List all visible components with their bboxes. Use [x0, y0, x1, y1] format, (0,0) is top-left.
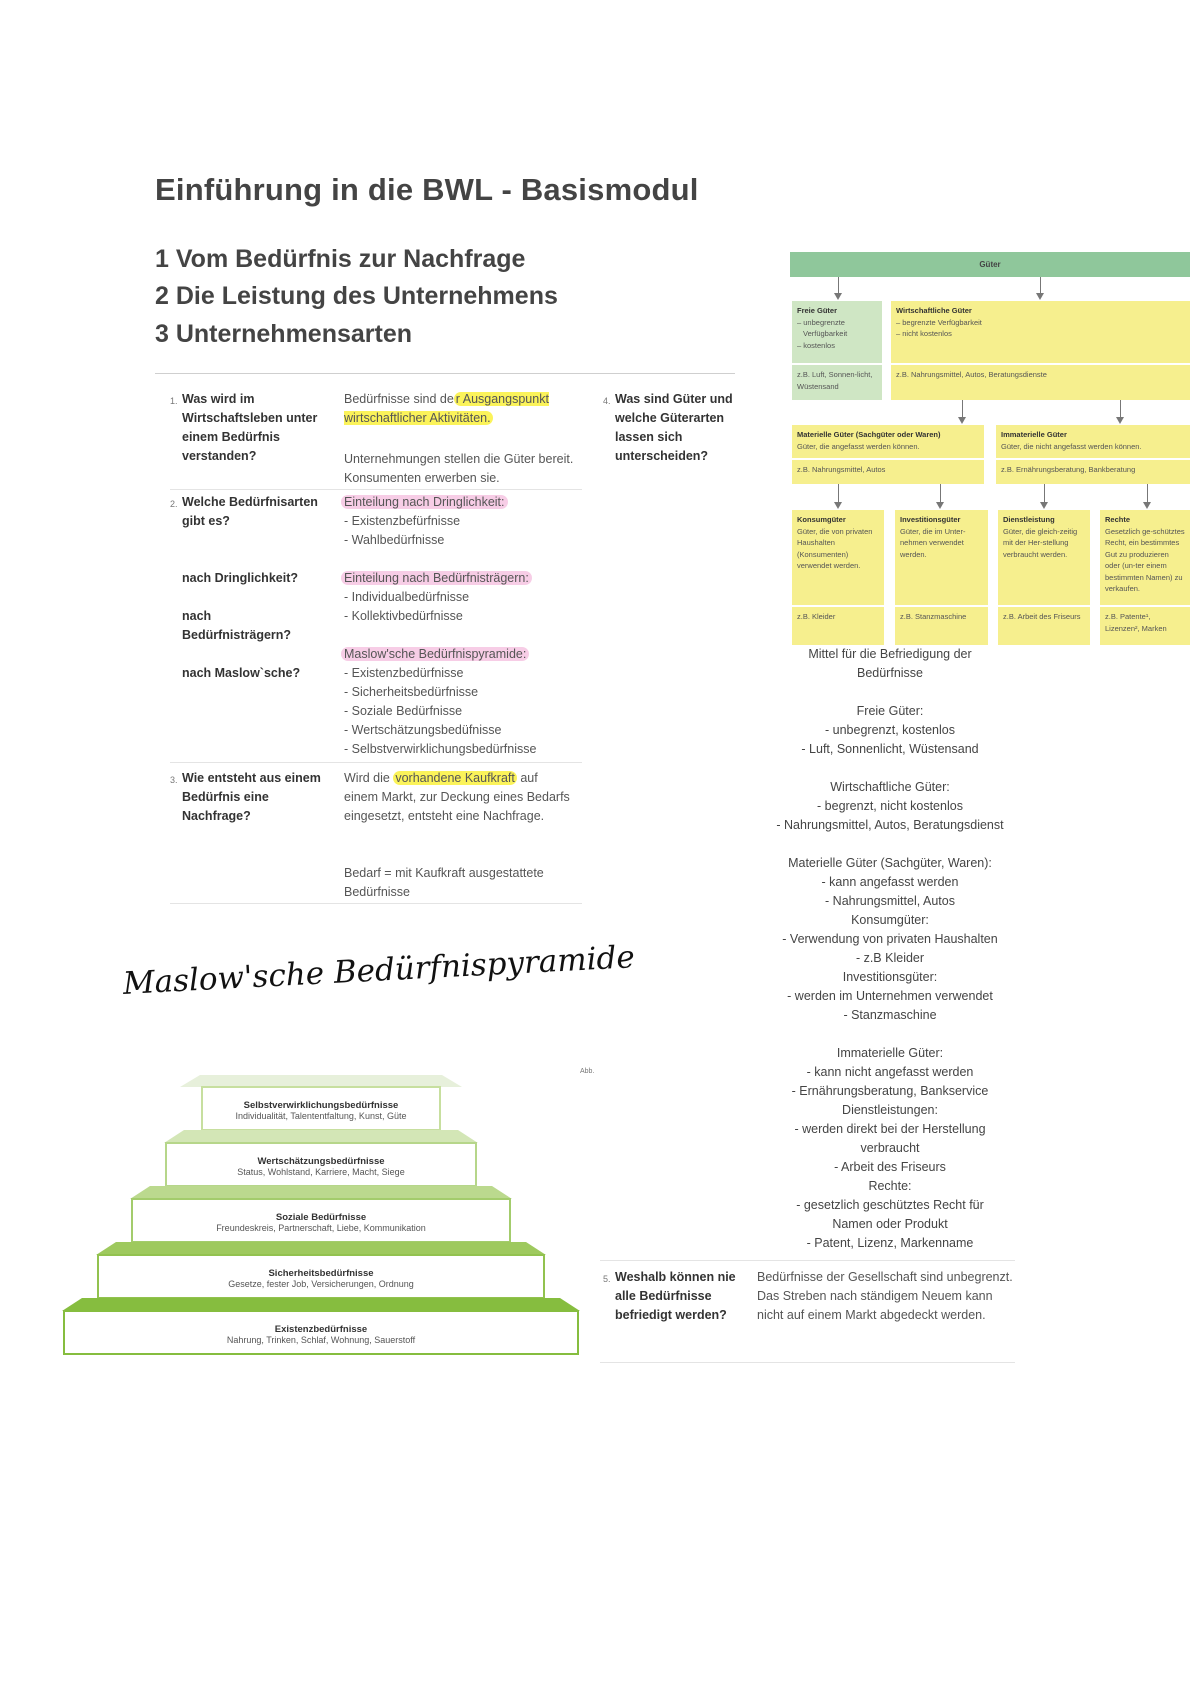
q1-answer [344, 390, 584, 428]
arrow-icon [962, 400, 963, 422]
q5-answer: Bedürfnisse der Gesellschaft sind unbegrenzt. Das Streben nach ständigem Neuem kann nicht auf einem Markt abgedeckt werden. [757, 1270, 1013, 1322]
page-title: Einführung in die BWL - Basismodul [155, 172, 699, 207]
box-line: – nicht kostenlos [896, 329, 952, 338]
q3-question: Wie entsteht aus einem Bedürfnis eine Nachfrage? [182, 771, 321, 823]
chapter-3: 3 Unternehmensarten [155, 320, 413, 348]
pyramid-level-name: Sicherheitsbedürfnisse [268, 1268, 374, 1279]
note-line: Freie Güter: [856, 704, 924, 718]
box-materielle-gueter [792, 425, 984, 458]
note-line: - Nahrungsmittel, Autos, Beratungsdienst [776, 818, 1004, 832]
q3-answer-pre: Wird die [344, 771, 394, 785]
pyramid-level-name: Existenzbedürfnisse [274, 1324, 368, 1335]
box-title: Rechte [1105, 515, 1131, 524]
row-divider [600, 1260, 1015, 1261]
q2-group-1 [341, 493, 508, 550]
q3-answer-post: auf einem Markt, zur Deckung eines Bedarfs eingesetzt, entsteht eine Nachfrage. [344, 771, 570, 823]
box-materielle-example: z.B. Nahrungsmittel, Autos [792, 460, 984, 484]
q2-question: Welche Bedürfnisarten gibt es? [182, 495, 318, 528]
note-line: Mittel für die Befriedigung der [808, 647, 972, 661]
box-freie-gueter-example: z.B. Luft, Sonnen-licht, Wüstensand [792, 365, 882, 400]
q3-answer [344, 769, 574, 826]
q1-number: 1. [170, 396, 178, 406]
q5-question: Weshalb können nie alle Bedürfnisse befriedigt werden? [615, 1270, 736, 1322]
arrow-icon [838, 484, 839, 507]
note-line: - Luft, Sonnenlicht, Wüstensand [801, 742, 979, 756]
pyramid-level-name: Selbstverwirklichungsbedürfnisse [243, 1100, 399, 1111]
box-dienstleistung-example: z.B. Arbeit des Friseurs [998, 607, 1090, 645]
note-spacer [740, 1025, 1040, 1044]
arrow-icon [1044, 484, 1045, 507]
q2-sub-maslow: nach Maslow`sche? [182, 666, 301, 680]
box-title: Immaterielle Güter [1001, 430, 1067, 439]
note-line: - werden direkt bei der Herstellung [794, 1122, 986, 1136]
box-line: – kostenlos [797, 340, 835, 350]
q2-g1-head: Einteilung nach Dringlichkeit: [341, 495, 508, 509]
box-line: Güter, die gleich-zeitig mit der Her-stellung verbraucht werden. [1003, 526, 1078, 559]
note-line: Materielle Güter (Sachgüter, Waren): [788, 856, 992, 870]
chapter-1: 1 Vom Bedürfnis zur Nachfrage [155, 245, 526, 273]
box-rechte [1100, 510, 1190, 605]
q2-sub-dringlichkeit: nach Dringlichkeit? [182, 571, 298, 585]
chapter-2: 2 Die Leistung des Unternehmens [155, 282, 558, 310]
box-konsumgueter-example: z.B. Kleider [792, 607, 884, 645]
pyramid-text-3 [132, 1212, 510, 1233]
note-line: - begrenzt, nicht kostenlos [817, 799, 963, 813]
note-line: Dienstleistungen: [842, 1103, 938, 1117]
pyramid-level-desc: Freundeskreis, Partnerschaft, Liebe, Kommunikation [216, 1223, 426, 1233]
pyramid-level-desc: Nahrung, Trinken, Schlaf, Wohnung, Sauerstoff [226, 1335, 416, 1345]
q3-answer-highlight: vorhandene Kaufkraft [395, 771, 515, 785]
note-line: - Patent, Lizenz, Markenname [806, 1236, 974, 1250]
note-spacer [740, 835, 1040, 854]
note-line: - gesetzlich geschütztes Recht für [796, 1198, 984, 1212]
box-rechte-example: z.B. Patente¹, Lizenzen², Marken [1100, 607, 1190, 645]
q2-g3-item: - Sicherheitsbedürfnisse [344, 685, 479, 699]
arrow-icon [838, 277, 839, 298]
note-line: - Ernährungsberatung, Bankservice [791, 1084, 989, 1098]
note-line: - kann nicht angefasst werden [806, 1065, 974, 1079]
box-line: – begrenzte Verfügbarkeit [896, 317, 982, 327]
box-immaterielle-example: z.B. Ernährungsberatung, Bankberatung [996, 460, 1190, 484]
note-line: Investitionsgüter: [842, 970, 938, 984]
q1-answer-pre: Bedürfnisse sind de [344, 392, 454, 406]
q2-g2-head: Einteilung nach Bedürfnisträgern: [341, 571, 532, 585]
pyramid-level-desc: Individualität, Talententfaltung, Kunst, Güte [235, 1111, 407, 1121]
diagram-root: Güter [790, 252, 1190, 277]
box-line: Güter, die von privaten Haushalten (Konsumenten) verwendet werden. [797, 526, 873, 570]
box-title: Freie Güter [797, 306, 838, 315]
pyramid-text-5 [64, 1324, 578, 1345]
pyramid-level-name: Soziale Bedürfnisse [275, 1212, 367, 1223]
note-line: - Stanzmaschine [843, 1008, 937, 1022]
pyramid-level-desc: Gesetze, fester Job, Versicherungen, Ordnung [228, 1279, 414, 1289]
handwritten-heading: Maslow'sche Bedürfnispyramide [122, 939, 636, 1002]
arrow-icon [1120, 400, 1121, 422]
pyramid-text-2 [166, 1156, 476, 1177]
note-line: Konsumgüter: [851, 913, 929, 927]
note-line: - Verwendung von privaten Haushalten [782, 932, 998, 946]
box-title: Wirtschaftliche Güter [896, 306, 972, 315]
row-divider [170, 489, 582, 490]
note-line: - Nahrungsmittel, Autos [825, 894, 955, 908]
box-line: – unbegrenzte [797, 317, 845, 327]
arrow-icon [1040, 277, 1041, 298]
box-title: Investitionsgüter [900, 515, 961, 524]
arrow-icon [1147, 484, 1148, 507]
note-line: Immaterielle Güter: [836, 1046, 944, 1060]
q1-answer-highlight: r Ausgangspunkt wirtschaftlicher Aktivitäten. [344, 392, 549, 425]
box-freie-gueter [792, 301, 882, 363]
q2-g2-item: - Kollektivbedürfnisse [344, 609, 463, 623]
box-konsumgueter [792, 510, 884, 605]
q2-g3-item: - Wertschätzungsbedüfnisse [344, 723, 502, 737]
q1-answer-2: Unternehmungen stellen die Güter bereit. Konsumenten erwerben sie. [344, 452, 574, 485]
box-title: Materielle Güter (Sachgüter oder Waren) [797, 430, 941, 439]
figure-label: Abb. [580, 1068, 595, 1075]
note-line: - Arbeit des Friseurs [834, 1160, 946, 1174]
note-spacer [740, 759, 1040, 778]
q4-question: Was sind Güter und welche Güterarten lassen sich unterscheiden? [615, 392, 733, 463]
note-spacer [740, 683, 1040, 702]
box-line: Verfügbarkeit [803, 329, 848, 338]
q2-g2-item: - Individualbedürfnisse [344, 590, 470, 604]
box-dienstleistung [998, 510, 1090, 605]
box-wirtschaftliche-gueter [891, 301, 1190, 363]
q1-question: Was wird im Wirtschaftsleben unter einem Bedürfnis verstanden? [182, 392, 318, 463]
divider [155, 373, 735, 374]
box-title: Konsumgüter [797, 515, 846, 524]
note-line: Wirtschaftliche Güter: [830, 780, 950, 794]
box-title: Dienstleistung [1003, 515, 1055, 524]
row-divider [600, 1362, 1015, 1363]
note-line: Rechte: [868, 1179, 912, 1193]
note-line: Bedürfnisse [856, 666, 923, 680]
q2-g3-item: - Selbstverwirklichungsbedürfnisse [344, 742, 537, 756]
note-line: verbraucht [860, 1141, 920, 1155]
q5-number: 5. [603, 1274, 611, 1284]
q2-group-3 [341, 645, 536, 759]
box-investitionsgueter-example: z.B. Stanzmaschine [895, 607, 988, 645]
q2-group-2 [341, 569, 532, 626]
q2-g1-item: - Existenzbefürfnisse [344, 514, 461, 528]
q2-sub-traeger: nach Bedürfnisträgern? [182, 609, 292, 642]
goods-notes [740, 645, 1040, 1253]
box-immaterielle-gueter [996, 425, 1190, 458]
pyramid-text-1 [202, 1100, 440, 1121]
pyramid-level-name: Wertschätzungsbedürfnisse [257, 1156, 385, 1167]
note-line: Namen oder Produkt [832, 1217, 948, 1231]
note-line: - unbegrenzt, kostenlos [825, 723, 955, 737]
box-investitionsgueter [895, 510, 988, 605]
q2-g3-item: - Existenzbedürfnisse [344, 666, 464, 680]
note-line: - z.B Kleider [855, 951, 925, 965]
row-divider [170, 903, 582, 904]
q2-g1-item: - Wahlbedürfnisse [344, 533, 445, 547]
box-wirtschaftliche-example: z.B. Nahrungsmittel, Autos, Beratungsdienste [891, 365, 1190, 400]
pyramid-text-4 [98, 1268, 544, 1289]
box-line: Güter, die im Unter-nehmen verwendet werden. [900, 526, 966, 559]
q2-g3-item: - Soziale Bedürfnisse [344, 704, 463, 718]
q3-answer-2: Bedarf = mit Kaufkraft ausgestattete Bedürfnisse [344, 866, 544, 899]
row-divider [170, 762, 582, 763]
q3-number: 3. [170, 775, 178, 785]
note-line: - kann angefasst werden [821, 875, 959, 889]
box-line: Güter, die angefasst werden können. [797, 441, 920, 451]
box-line: Güter, die nicht angefasst werden können. [1001, 441, 1142, 451]
note-line: - werden im Unternehmen verwendet [787, 989, 993, 1003]
pyramid-level-desc: Status, Wohlstand, Karriere, Macht, Siege [237, 1167, 405, 1177]
box-line: Gesetzlich ge-schütztes Recht, ein bestimmtes Gut zu produzieren oder (un-ter einem bestimmten Namen) zu verkaufen. [1105, 526, 1185, 593]
q4-number: 4. [603, 396, 611, 406]
q2-g3-head: Maslow'sche Bedürfnispyramide: [341, 647, 529, 661]
q2-number: 2. [170, 499, 178, 509]
arrow-icon [940, 484, 941, 507]
